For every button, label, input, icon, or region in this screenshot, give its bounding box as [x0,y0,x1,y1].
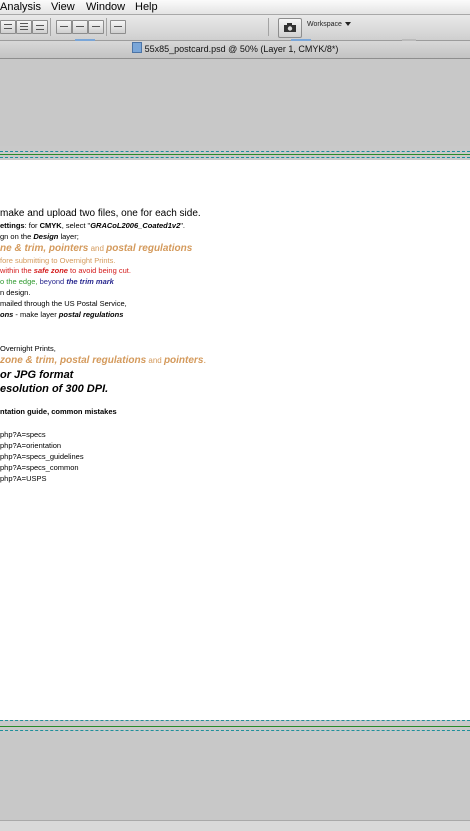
instruction-line: mailed through the US Postal Service, [0,299,127,308]
instruction-line: n design. [0,288,31,297]
align-vcenter-icon[interactable] [16,20,32,34]
document-title: 55x85_postcard.psd @ 50% (Layer 1, CMYK/8*) [144,44,339,54]
toolbar-separator [268,18,269,36]
instruction-line: make and upload two files, one for each side. [0,208,201,219]
instruction-line: esolution of 300 DPI. [0,383,109,395]
link-text: php?A=specs_guidelines [0,452,84,461]
instruction-line: ettings: for CMYK, select "GRACoL2006_Coated1v2". [0,221,186,230]
instruction-line: ntation guide, common mistakes [0,407,117,416]
tool-options-bar [0,15,470,41]
toolbar-separator [106,18,107,36]
camera-raw-icon[interactable] [278,18,302,38]
pasteboard-bottom [0,733,470,820]
safe-guide [0,720,470,721]
distribute-left-icon[interactable] [56,20,72,34]
document-title-bar[interactable] [0,41,470,59]
menu-help[interactable]: Help [135,1,158,13]
chevron-down-icon[interactable] [345,22,351,26]
bleed-guide [0,151,470,152]
status-bar [0,820,470,831]
align-bottom-icon[interactable] [32,20,48,34]
instruction-line: zone & trim, postal regulations and pointers. [0,355,207,366]
distribute-center-icon[interactable] [72,20,88,34]
instruction-line: ons - make layer postal regulations [0,310,124,319]
link-text: php?A=USPS [0,474,47,483]
link-text: php?A=orientation [0,441,62,450]
instruction-line: within the safe zone to avoid being cut. [0,266,131,275]
instruction-line: Overnight Prints, [0,344,56,353]
menu-analysis[interactable]: Analysis [0,1,41,13]
pasteboard-top [0,59,470,146]
safe-guide [0,157,470,158]
trim-guide [0,726,470,727]
instruction-line: gn on the Design layer; [0,232,79,241]
menu-view[interactable]: View [51,1,75,13]
document-icon [132,42,142,53]
menu-bar [0,0,470,15]
document-canvas[interactable] [0,160,470,720]
toolbar-separator [50,18,51,36]
instruction-line: ne & trim, pointers and postal regulations [0,243,193,254]
workspace-menu[interactable]: Workspace [307,21,342,28]
instruction-line: o the edge, beyond the trim mark [0,277,114,286]
instruction-line: or JPG format [0,369,74,381]
align-top-icon[interactable] [0,20,16,34]
link-text: php?A=specs [0,430,46,439]
link-text: php?A=specs_common [0,463,79,472]
auto-align-icon[interactable] [110,20,126,34]
instruction-line: fore submitting to Overnight Prints. [0,256,116,265]
distribute-right-icon[interactable] [88,20,104,34]
trim-guide [0,154,470,155]
menu-window[interactable]: Window [86,1,126,13]
bleed-guide [0,730,470,731]
